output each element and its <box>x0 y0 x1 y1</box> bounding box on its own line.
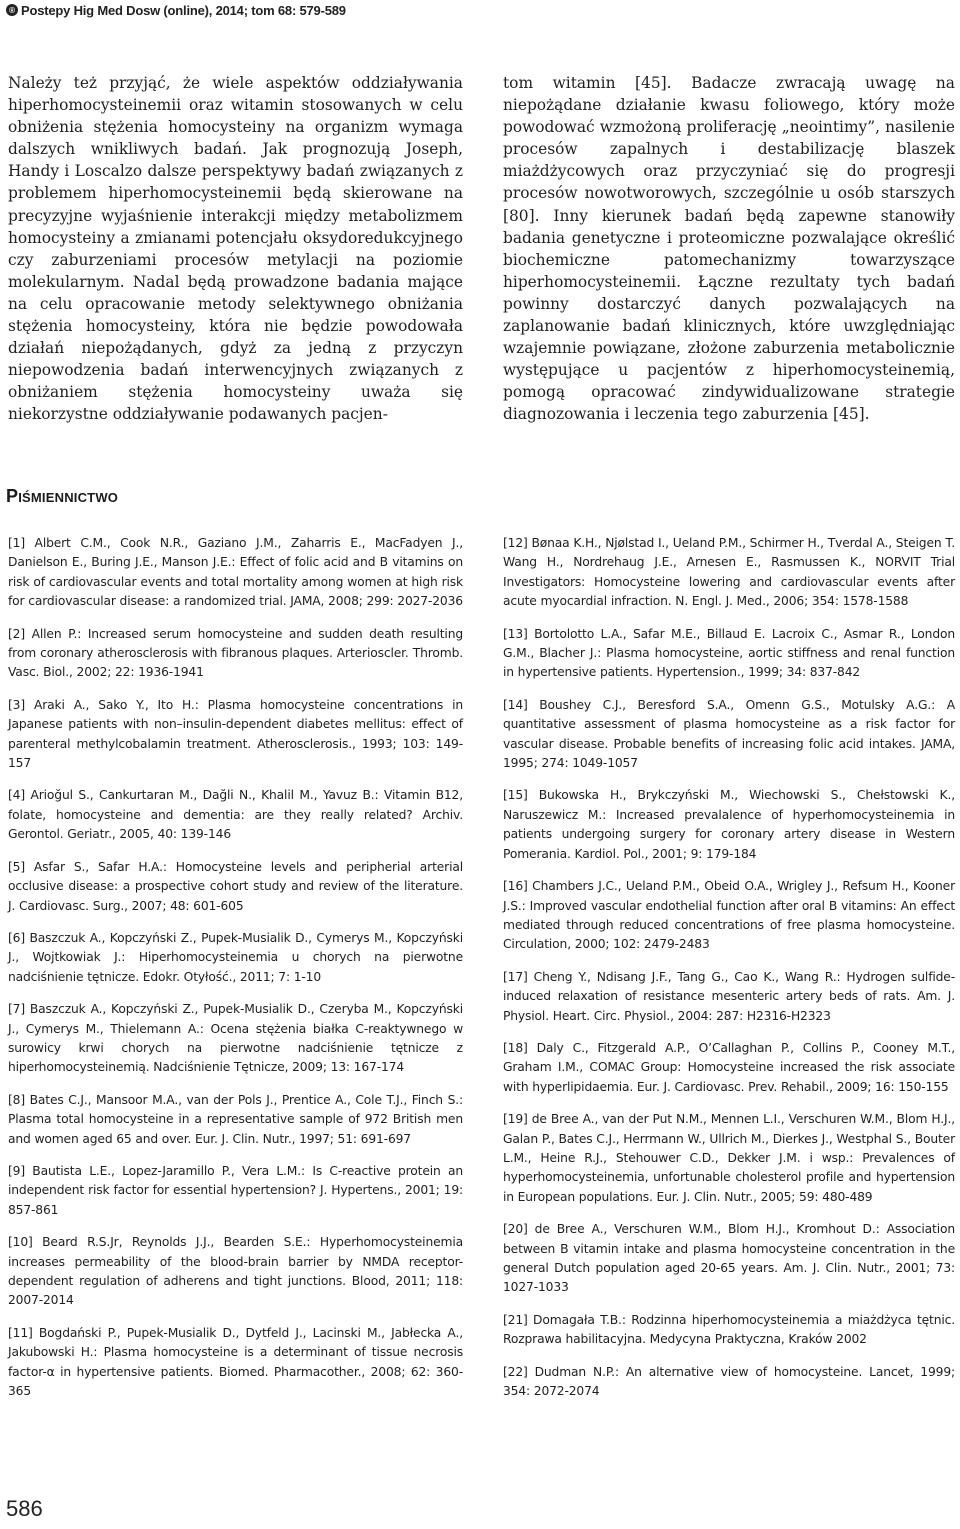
reference-item: [5] Asfar S., Safar H.A.: Homocysteine levels and peripherial arterial occlusive disease: a prospective cohort study and review of the literature. J. Cardiovasc. Surg., 2007; 48: 601-605 <box>8 859 463 913</box>
reference-item: [9] Bautista L.E., Lopez-Jaramillo P., Vera L.M.: Is C-reactive protein an independent risk factor for essential hypertension? J. Hypertens., 2001; 19: 857-861 <box>8 1163 463 1217</box>
reference-item: [4] Arioğul S., Cankurtaran M., Dağli N., Khalil M., Yavuz B.: Vitamin B12, folate, homocysteine and dementia: are they really related? Archiv. Gerontol. Geriatr., 2005, 40: 139-146 <box>8 788 463 842</box>
reference-item: [3] Araki A., Sako Y., Ito H.: Plasma homocysteine concentrations in Japanese patients with non–insulin-dependent diabetes mellitus: effect of parenteral methylcobalamin treatment. Atherosclerosis., 1993; 103: 149-157 <box>8 697 463 771</box>
body-paragraph: tom witamin [45]. Badacze zwracają uwagę na niepożądane działanie kwasu foliowego, który może powodować wzmożoną proliferację „neointimy”, nasilenie procesów zapalnych i destabilizację blaszek miażdżycowych oraz przyczyniać się do progresji procesów nowotworowych, szczególnie u osób starszych [80]. Inny kierunek badań będą zapewne stanowiły badania genetyczne i proteomiczne pozwalające określić biochemiczne patomechanizmy towarzyszące hiperhomocysteinemii. Łączne rezultaty tych badań powinny dostarczyć danych pozwalających na zaplanowanie badań klinicznych, które uwzględniając wzajemnie powiązane, złożone zaburzenia metabolicznie występujące u pacjentów z hiperhomocysteinemią, pomogą opracować zindywidualizowane strategie diagnozowania i leczenia tego zaburzenia [45]. <box>503 74 955 424</box>
reference-item: [22] Dudman N.P.: An alternative view of homocysteine. Lancet, 1999; 354: 2072-2074 <box>503 1364 955 1399</box>
reference-item: [18] Daly C., Fitzgerald A.P., O’Callaghan P., Collins P., Cooney M.T., Graham I.M., COMAC Group: Homocysteine increased the risk associate with hyperlipidaemia. Eur. J. Cardiovasc. Prev. Rehabil., 2009; 16: 150-155 <box>503 1040 955 1094</box>
ra-circle-icon: ® <box>6 4 18 16</box>
references-heading: Piśmiennictwo <box>6 486 119 506</box>
reference-item: [13] Bortolotto L.A., Safar M.E., Billaud E. Lacroix C., Asmar R., London G.M., Blacher J.: Plasma homocysteine, aortic stiffness and renal function in hypertensive patients. Hypertension., 1999; 34: 837-842 <box>503 626 955 680</box>
references-list-right <box>503 534 955 1414</box>
reference-item: [14] Boushey C.J., Beresford S.A., Omenn G.S., Motulsky A.G.: A quantitative assessment of plasma homocysteine as a risk factor for vascular disease. Probable benefits of increasing folic acid intakes. JAMA, 1995; 274: 1049-1057 <box>503 697 955 771</box>
reference-item: [19] de Bree A., van der Put N.M., Mennen L.I., Verschuren W.M., Blom H.J., Galan P., Bates C.J., Herrmann W., Ullrich M., Dierkes J., Westphal S., Bouter L.M., Heine R.J., Stehouwer C.D., Dekker J.M. i wsp.: Prevalences of hyperhomocysteinemia, unfortunable cholesterol profile and hypertension in European populations. Eur. J. Clin. Nutr., 2005; 59: 480-489 <box>503 1112 955 1204</box>
reference-item: [20] de Bree A., Verschuren W.M., Blom H.J., Kromhout D.: Association between B vitamin intake and plasma homocysteine concentration in the general Dutch population aged 20-65 years. Am. J. Clin. Nutr., 2001; 73: 1027-1033 <box>503 1222 955 1295</box>
body-text-right-column <box>503 72 955 426</box>
reference-item: [2] Allen P.: Increased serum homocysteine and sudden death resulting from coronary atherosclerosis with fibranous plaques. Arterioscler. Thromb. Vasc. Biol., 2002; 22: 1936-1941 <box>8 626 463 680</box>
reference-item: [15] Bukowska H., Brykczyński M., Wiechowski S., Chełstowski K., Naruszewicz M.: Increased prevalalence of hyperhomocysteinemia in patients undergoing surgery for coronary artery disease in Western Pomerania. Kardiol. Pol., 2001; 9: 179-184 <box>503 788 955 861</box>
reference-item: [12] Bønaa K.H., Njølstad I., Ueland P.M., Schirmer H., Tverdal A., Steigen T. Wang H., Nordrehaug J.E., Arnesen E., Rasmussen K., NORVIT Trial Investigators: Homocysteine lowering and cardiovascular events after acute myocardial infraction. N. Engl. J. Med., 2006; 354: 1578-1588 <box>503 536 955 609</box>
journal-citation: Postepy Hig Med Dosw (online), 2014; tom 68: 579-589 <box>21 2 346 18</box>
body-paragraph: Należy też przyjąć, że wiele aspektów oddziaływania hiperhomocysteinemii oraz witamin stosowanych w celu obniżenia stężenia homocysteiny na organizm wymaga dalszych wnikliwych badań. Jak prognozują Joseph, Handy i Loscalzo dalsze perspektywy badań związanych z problemem hiperhomocysteinemii będą skierowane na precyzyjne wyjaśnienie interakcji między metabolizmem homocysteiny a zmianami potencjału oksydoredukcyjnego czy zaburzeniami procesów metylacji na poziomie molekularnym. Nadal będą prowadzone badania mające na celu opracowanie metody selektywnego obniżania stężenia homocysteiny, która nie będzie powodowała działań niepożądanych, gdyż za jedną z przyczyn niepowodzenia badań interwencyjnych związanych z obniżaniem stężenia homocysteiny uważa się niekorzystne oddziaływanie podawanych pacjen- <box>8 74 463 424</box>
journal-header <box>6 0 346 20</box>
reference-item: [10] Beard R.S.Jr, Reynolds J.J., Bearden S.E.: Hyperhomocysteinemia increases permeability of the blood-brain barrier by NMDA receptor-dependent regulation of adherens and tight junctions. Blood, 2011; 118: 2007-2014 <box>8 1235 463 1308</box>
reference-item: [17] Cheng Y., Ndisang J.F., Tang G., Cao K., Wang R.: Hydrogen sulfide-induced relaxation of resistance mesenteric artery beds of rats. Am. J. Physiol. Heart. Circ. Physiol., 2004: 287: H2316-H2323 <box>503 969 955 1023</box>
reference-item: [21] Domagała T.B.: Rodzinna hiperhomocysteinemia a miażdżyca tętnic. Rozprawa habilitacyjna. Medycyna Praktyczna, Kraków 2002 <box>503 1312 955 1347</box>
reference-item: [11] Bogdański P., Pupek-Musialik D., Dytfeld J., Lacinski M., Jabłecka A., Jakubowski H.: Plasma homocysteine is a determinant of tissue necrosis factor-α in hypertensive patients. Biomed. Pharmacother., 2008; 62: 360-365 <box>8 1325 463 1399</box>
reference-item: [1] Albert C.M., Cook N.R., Gaziano J.M., Zaharris E., MacFadyen J., Danielson E., Buring J.E., Manson J.E.: Effect of folic acid and B vitamins on risk of cardiovascular events and total mortality among women at high risk for cardiovascular disease: a randomized trial. JAMA, 2008; 299: 2027-2036 <box>8 536 463 609</box>
reference-item: [16] Chambers J.C., Ueland P.M., Obeid O.A., Wrigley J., Refsum H., Kooner J.S.: Improved vascular endothelial function after oral B vitamins: An effect mediated through reduced concentrations of free plasma homocysteine. Circulation, 2000; 102: 2479-2483 <box>503 879 955 952</box>
body-text-left-column <box>8 72 463 426</box>
reference-item: [8] Bates C.J., Mansoor M.A., van der Pols J., Prentice A., Cole T.J., Finch S.: Plasma total homocysteine in a representative sample of 972 British men and women aged 65 and over. Eur. J. Clin. Nutr., 1997; 51: 691-697 <box>8 1092 463 1146</box>
reference-item: [7] Baszczuk A., Kopczyński Z., Pupek-Musialik D., Czeryba M., Kopczyński J., Cymerys M., Thielemann A.: Ocena stężenia białka C-reaktywnego w surowicy krwi chorych na pierwotne nadciśnienie tętnicze z hiperhomocysteinemią. Nadciśnienie Tętnicze, 2009; 13: 167-174 <box>8 1002 463 1075</box>
references-list-left <box>8 534 463 1414</box>
page-number: 586 <box>6 1496 43 1521</box>
reference-item: [6] Baszczuk A., Kopczyński Z., Pupek-Musialik D., Cymerys M., Kopczyński J., Wojtkowiak J.: Hiperhomocysteinemia u chorych na pierwotne nadciśnienie tętnicze. Edokr. Otyłość., 2011; 7: 1-10 <box>8 930 463 984</box>
